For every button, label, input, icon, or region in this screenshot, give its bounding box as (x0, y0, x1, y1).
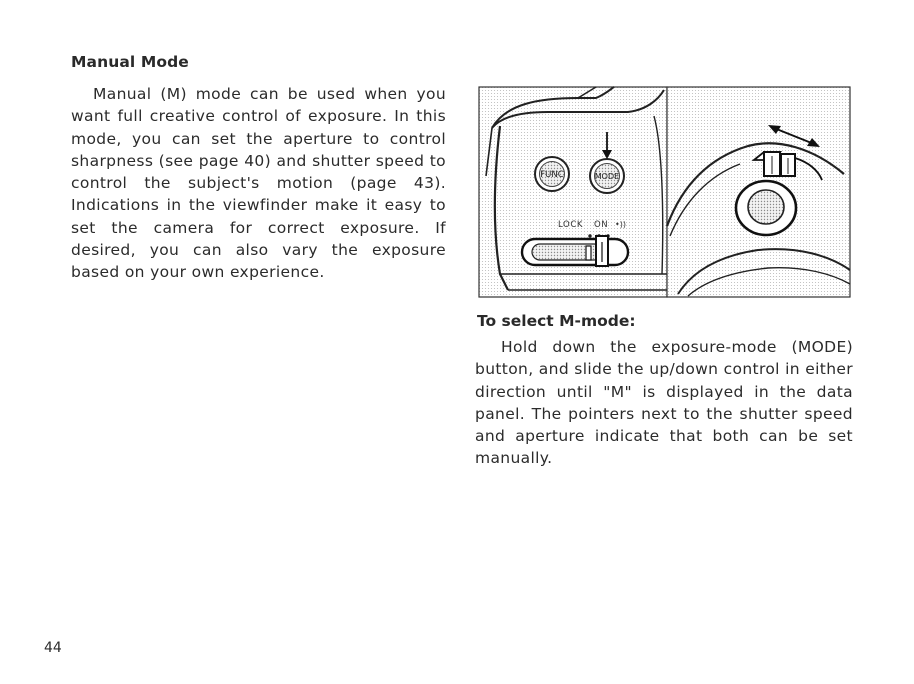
up-down-control-panel (667, 87, 850, 297)
mode-button (590, 159, 624, 193)
manual-mode-paragraph: Manual (M) mode can be used when you want full creative control of exposure. In this mode, you can set the aperture to control sharpness (see page 40) and shutter speed to control the subject's motion (page 43). Indications in the viewfinder make it easy to set the camera for correct exposure. If desired, you can also vary the exposure based on your own experience. (71, 85, 446, 282)
page-number: 44 (44, 640, 62, 656)
beep-label: •)) (615, 220, 626, 229)
mode-button-panel (479, 87, 667, 297)
section-heading-select-m-mode: To select M-mode: (477, 312, 636, 330)
lock-slide-switch (522, 236, 628, 266)
mode-button-label: MODE (594, 172, 620, 181)
select-m-mode-paragraph: Hold down the exposure-mode (MODE) button, and slide the up/down control in either direction until "M" is displayed in the data panel. The pointers next to the shutter speed and aperture indicate that both can be set manually. (475, 338, 853, 468)
func-button (535, 157, 569, 191)
section-heading-manual-mode: Manual Mode (71, 53, 189, 71)
lock-label: LOCK (558, 220, 584, 230)
on-label: ON (594, 220, 609, 230)
func-button-label: FUNC (540, 170, 564, 180)
camera-controls-figure (478, 86, 851, 298)
control-dial-icon (736, 181, 796, 235)
